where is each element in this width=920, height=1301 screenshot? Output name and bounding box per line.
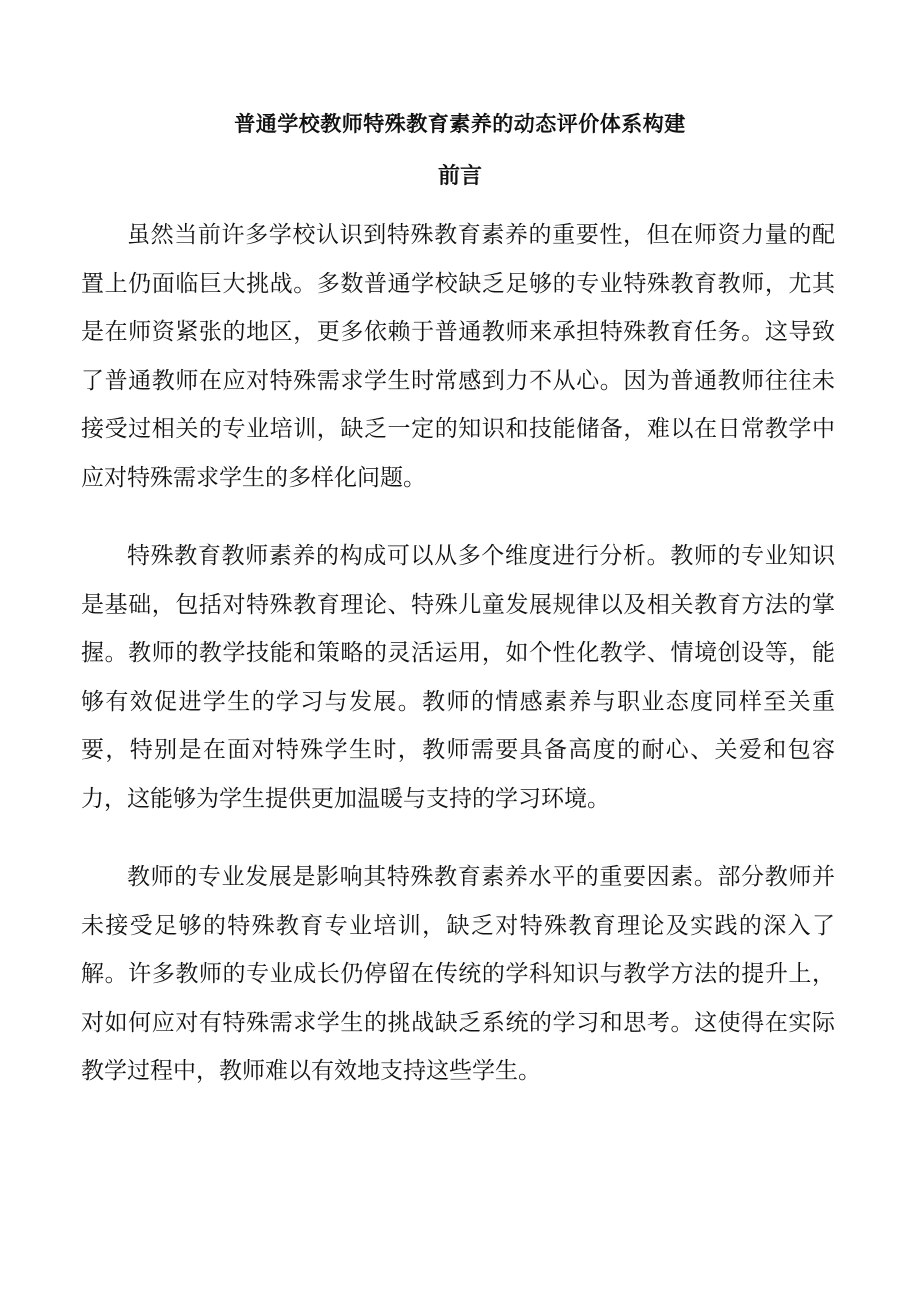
- document-body: [81, 211, 835, 1126]
- document-title: 普通学校教师特殊教育素养的动态评价体系构建: [234, 111, 686, 136]
- paragraph-1: 虽然当前许多学校认识到特殊教育素养的重要性，但在师资力量的配置上仍面临巨大挑战。多数普通学校缺乏足够的专业特殊教育教师，尤其是在师资紧张的地区，更多依赖于普通教师来承担特殊教育任务。这导致了普通教师在应对特殊需求学生时常感到力不从心。因为普通教师往往未接受过相关的专业培训，缺乏一定的知识和技能储备，难以在日常教学中应对特殊需求学生的多样化问题。: [81, 222, 835, 491]
- paragraph-2: 特殊教育教师素养的构成可以从多个维度进行分析。教师的专业知识是基础，包括对特殊教育理论、特殊儿童发展规律以及相关教育方法的掌握。教师的教学技能和策略的灵活运用，如个性化教学、情境创设等，能够有效促进学生的学习与发展。教师的情感素养与职业态度同样至关重要，特别是在面对特殊学生时，教师需要具备高度的耐心、关爱和包容力，这能够为学生提供更加温暖与支持的学习环境。: [81, 543, 835, 812]
- paragraph-3: 教师的专业发展是影响其特殊教育素养水平的重要因素。部分教师并未接受足够的特殊教育专业培训，缺乏对特殊教育理论及实践的深入了解。许多教师的专业成长仍停留在传统的学科知识与教学方法的提升上，对如何应对有特殊需求学生的挑战缺乏系统的学习和思考。这使得在实际教学过程中，教师难以有效地支持这些学生。: [81, 864, 835, 1084]
- section-heading: 前言: [437, 163, 482, 189]
